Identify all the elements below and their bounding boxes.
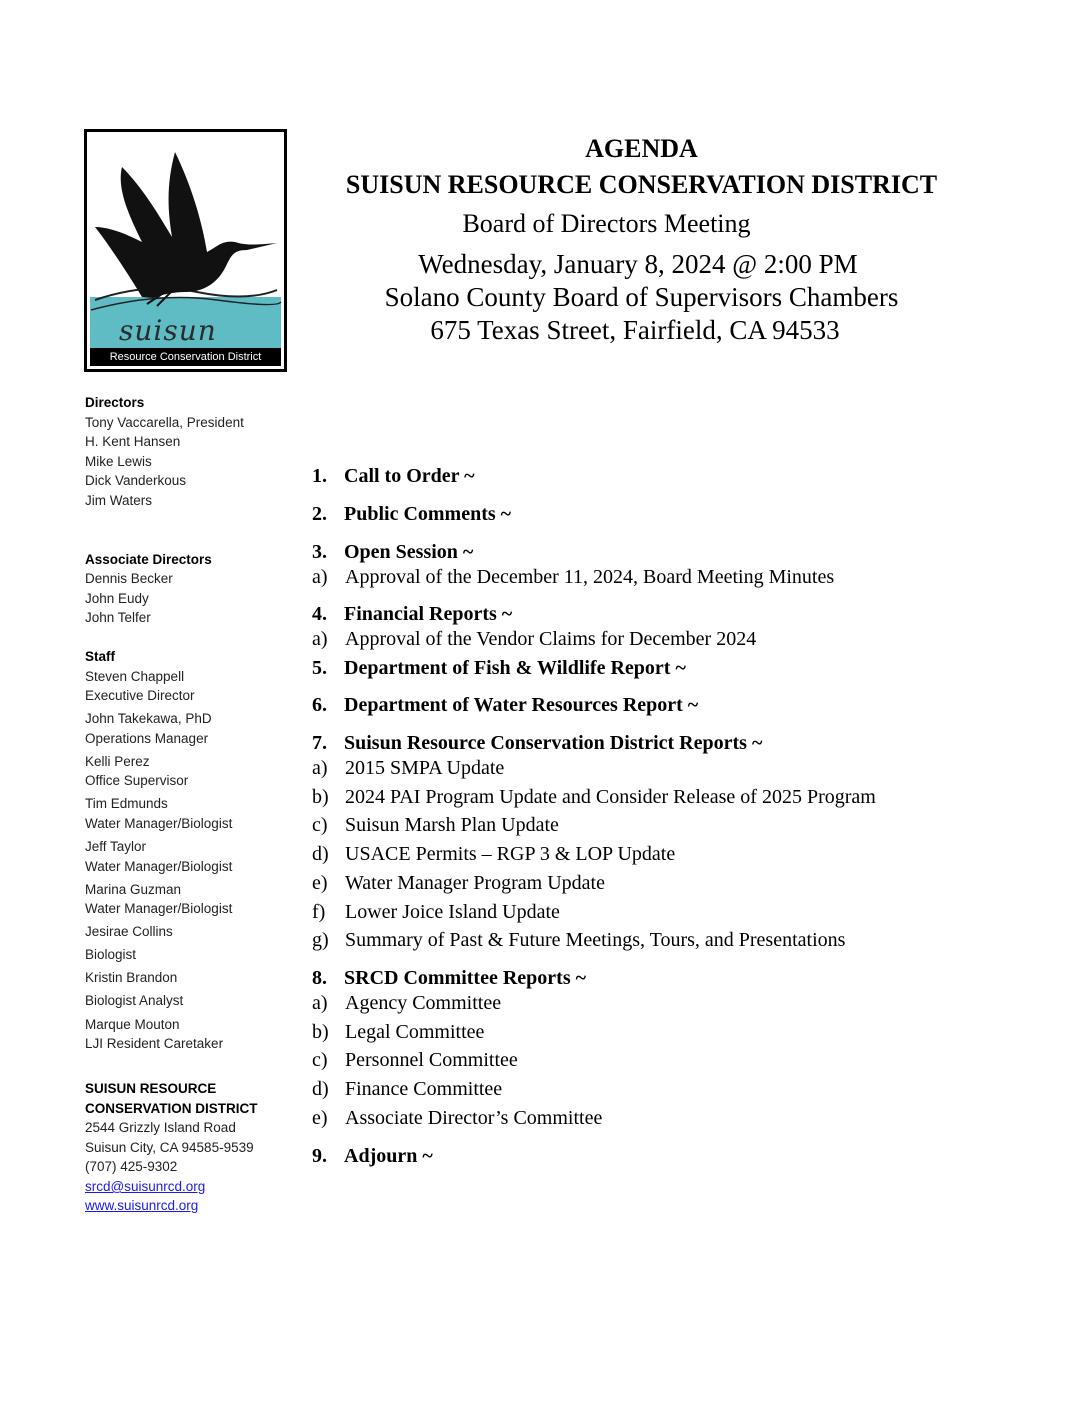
agenda-subitem <box>312 757 504 780</box>
staff-name: Jesirae Collins <box>85 924 173 939</box>
staff-name: Kristin Brandon <box>85 970 178 985</box>
meeting-address: 675 Texas Street, Fairfield, CA 94533 <box>430 315 840 345</box>
organization-name: SUISUN RESOURCE CONSERVATION DISTRICT <box>345 170 938 199</box>
agenda-item-number: 9. <box>312 1145 327 1167</box>
agenda-item <box>312 603 512 626</box>
agenda-item <box>312 694 698 717</box>
meeting-place: Solano County Board of Supervisors Chambers <box>384 282 899 312</box>
associate-director-name: Dennis Becker <box>85 571 173 586</box>
agenda-subitem <box>312 843 675 866</box>
agenda-subitem-text: Associate Director’s Committee <box>345 1107 603 1129</box>
contact-heading: SUISUN RESOURCE <box>85 1081 217 1096</box>
agenda-subitem <box>312 929 845 952</box>
director-name: Dick Vanderkous <box>85 473 187 488</box>
agenda-subitem <box>312 566 834 589</box>
agenda-subitem-letter: a) <box>312 992 328 1014</box>
agenda-subitem-text: Approval of the December 11, 2024, Board Meeting Minutes <box>345 566 835 588</box>
staff-role: Water Manager/Biologist <box>85 859 233 874</box>
meeting-title: Board of Directors Meeting <box>462 209 751 238</box>
agenda-item-title: Call to Order ~ <box>344 465 475 487</box>
agenda-item-number: 5. <box>312 657 327 679</box>
agenda-subitem-text: Legal Committee <box>345 1021 485 1043</box>
agenda-subitem-letter: d) <box>312 843 329 865</box>
agenda-subitem-letter: a) <box>312 628 328 650</box>
director-name: Mike Lewis <box>85 454 152 469</box>
agenda-item <box>312 1145 433 1168</box>
agenda-subitem-letter: e) <box>312 872 328 894</box>
associate-directors-heading: Associate Directors <box>85 552 212 567</box>
agenda-item-number: 4. <box>312 603 327 625</box>
agenda-subitem-letter: e) <box>312 1107 328 1129</box>
agenda-subitem <box>312 1021 484 1044</box>
agenda-subitem <box>312 992 501 1015</box>
director-name: Tony Vaccarella, President <box>85 415 244 430</box>
agenda-subitem-letter: b) <box>312 786 329 808</box>
agenda-subitem-letter: c) <box>312 1049 328 1071</box>
agenda-subitem-text: Lower Joice Island Update <box>345 901 560 923</box>
agenda-subitem <box>312 1049 518 1072</box>
staff-name: Kelli Perez <box>85 754 150 769</box>
agenda-subitem-letter: c) <box>312 814 328 836</box>
agenda-item-title: SRCD Committee Reports ~ <box>344 967 587 989</box>
agenda-subitem-letter: f) <box>312 901 326 923</box>
agenda-item-number: 2. <box>312 503 327 525</box>
associate-director-name: John Eudy <box>85 591 149 606</box>
agenda-item-title: Suisun Resource Conservation District Reports ~ <box>344 732 763 754</box>
agenda-subitem-text: Suisun Marsh Plan Update <box>345 814 559 836</box>
agenda-subitem <box>312 786 876 809</box>
agenda-item <box>312 967 586 990</box>
directors-heading: Directors <box>85 395 145 410</box>
staff-role: Water Manager/Biologist <box>85 901 233 916</box>
staff-role: Biologist <box>85 947 137 962</box>
staff-name: Marque Mouton <box>85 1017 180 1032</box>
agenda-subitem-letter: d) <box>312 1078 329 1100</box>
contact-city: Suisun City, CA 94585-9539 <box>85 1140 254 1155</box>
agenda-subitem-text: Summary of Past & Future Meetings, Tours, and Presentations <box>345 929 846 951</box>
agenda-subitem-text: Agency Committee <box>345 992 502 1014</box>
staff-role: LJI Resident Caretaker <box>85 1036 224 1051</box>
contact-heading: CONSERVATION DISTRICT <box>85 1101 258 1116</box>
agenda-item <box>312 503 511 526</box>
agenda-subitem <box>312 901 560 924</box>
email-link[interactable]: srcd@suisunrcd.org <box>85 1179 206 1194</box>
agenda-item <box>312 465 475 488</box>
contact-phone: (707) 425-9302 <box>85 1159 178 1174</box>
agenda-subitem-letter: a) <box>312 757 328 779</box>
agenda-subitem-letter: b) <box>312 1021 329 1043</box>
staff-role: Water Manager/Biologist <box>85 816 233 831</box>
website-link[interactable]: www.suisunrcd.org <box>85 1198 199 1213</box>
meeting-date: Wednesday, January 8, 2024 @ 2:00 PM <box>418 249 858 279</box>
director-name: Jim Waters <box>85 493 152 508</box>
agenda-subitem-text: Personnel Committee <box>345 1049 518 1071</box>
agenda-subitem <box>312 628 756 651</box>
logo-caption: Resource Conservation District <box>90 348 281 366</box>
contact-street: 2544 Grizzly Island Road <box>85 1120 236 1135</box>
agenda-item-number: 6. <box>312 694 327 716</box>
agenda-item-title: Financial Reports ~ <box>344 603 513 625</box>
agenda-subitem-text: Approval of the Vendor Claims for December 2024 <box>345 628 757 650</box>
agenda-item-number: 1. <box>312 465 327 487</box>
agenda-subitem <box>312 872 605 895</box>
agenda-subitem <box>312 1107 602 1130</box>
agenda-item <box>312 541 473 564</box>
agenda-subitem-letter: g) <box>312 929 329 951</box>
staff-role: Biologist Analyst <box>85 993 184 1008</box>
agenda-item <box>312 732 762 755</box>
agenda-item <box>312 657 686 680</box>
agenda-subitem-text: 2015 SMPA Update <box>345 757 505 779</box>
staff-role: Operations Manager <box>85 731 209 746</box>
agenda-subitem <box>312 814 559 837</box>
agenda-item-number: 3. <box>312 541 327 563</box>
agenda-item-number: 7. <box>312 732 327 754</box>
agenda-subitem <box>312 1078 502 1101</box>
staff-role: Executive Director <box>85 688 195 703</box>
logo-wordmark: suisun <box>119 314 217 347</box>
staff-name: Tim Edmunds <box>85 796 168 811</box>
agenda-item-number: 8. <box>312 967 327 989</box>
agenda-item-title: Department of Water Resources Report ~ <box>344 694 699 716</box>
agenda-item-title: Open Session ~ <box>344 541 474 563</box>
agenda-subitem-text: Water Manager Program Update <box>345 872 605 894</box>
staff-heading: Staff <box>85 649 115 664</box>
agenda-item-title: Adjourn ~ <box>344 1145 433 1167</box>
agenda-item-title: Department of Fish & Wildlife Report ~ <box>344 657 686 679</box>
staff-role: Office Supervisor <box>85 773 189 788</box>
agenda-subitem-text: Finance Committee <box>345 1078 503 1100</box>
staff-name: Jeff Taylor <box>85 839 147 854</box>
agenda-subitem-text: USACE Permits – RGP 3 & LOP Update <box>345 843 676 865</box>
associate-director-name: John Telfer <box>85 610 151 625</box>
agenda-subitem-letter: a) <box>312 566 328 588</box>
director-name: H. Kent Hansen <box>85 434 181 449</box>
staff-name: Marina Guzman <box>85 882 182 897</box>
agenda-subitem-text: 2024 PAI Program Update and Consider Release of 2025 Program <box>345 786 876 808</box>
agenda-item-title: Public Comments ~ <box>344 503 512 525</box>
staff-name: John Takekawa, PhD <box>85 711 212 726</box>
agenda-heading: AGENDA <box>585 134 698 163</box>
staff-name: Steven Chappell <box>85 669 185 684</box>
